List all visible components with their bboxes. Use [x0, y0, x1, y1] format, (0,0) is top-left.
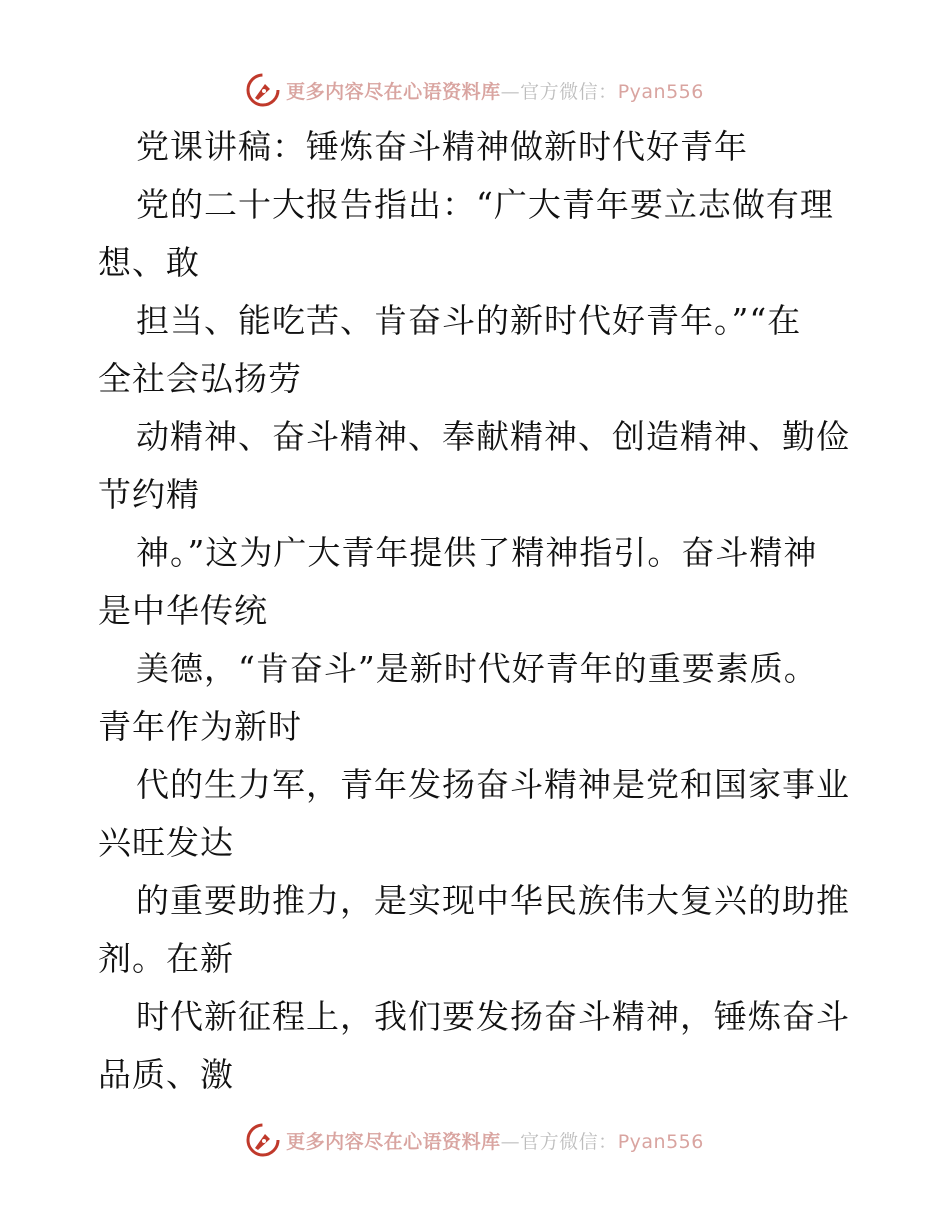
paragraph-line: 党的二十大报告指出：“广大青年要立志做有理 [136, 185, 834, 224]
document-body [98, 118, 858, 1104]
pen-nib-logo-icon [246, 1123, 280, 1157]
paragraph-line: 剂。在新 [98, 939, 234, 978]
watermark-text: 更多内容尽在心语资料库—官方微信：Pyan556 [286, 80, 704, 103]
paragraph-line: 节约精 [98, 475, 200, 514]
paragraph-line: 青年作为新时 [98, 707, 302, 746]
paragraph-line: 神。”这为广大青年提供了精神指引。奋斗精神 [136, 533, 818, 572]
document-title: 党课讲稿：锤炼奋斗精神做新时代好青年 [136, 127, 748, 166]
paragraph-line: 美德，“肯奋斗”是新时代好青年的重要素质。 [136, 649, 818, 688]
paragraph-line: 动精神、奋斗精神、奉献精神、创造精神、勤俭 [136, 417, 850, 456]
header-watermark [0, 68, 950, 112]
paragraph-line: 是中华传统 [98, 591, 268, 630]
paragraph-line: 代的生力军，青年发扬奋斗精神是党和国家事业 [136, 765, 850, 804]
paragraph-line: 兴旺发达 [98, 823, 234, 862]
watermark-text: 更多内容尽在心语资料库—官方微信：Pyan556 [286, 1130, 704, 1153]
paragraph-line: 品质、激 [98, 1055, 234, 1094]
pen-nib-logo-icon [246, 73, 280, 107]
paragraph-line: 全社会弘扬劳 [98, 359, 302, 398]
paragraph-line: 时代新征程上，我们要发扬奋斗精神，锤炼奋斗 [136, 997, 850, 1036]
paragraph-line: 想、敢 [98, 243, 200, 282]
footer-watermark [0, 1118, 950, 1162]
paragraph-line: 的重要助推力，是实现中华民族伟大复兴的助推 [136, 881, 850, 920]
paragraph-line: 担当、能吃苦、肯奋斗的新时代好青年。”“在 [136, 301, 802, 340]
